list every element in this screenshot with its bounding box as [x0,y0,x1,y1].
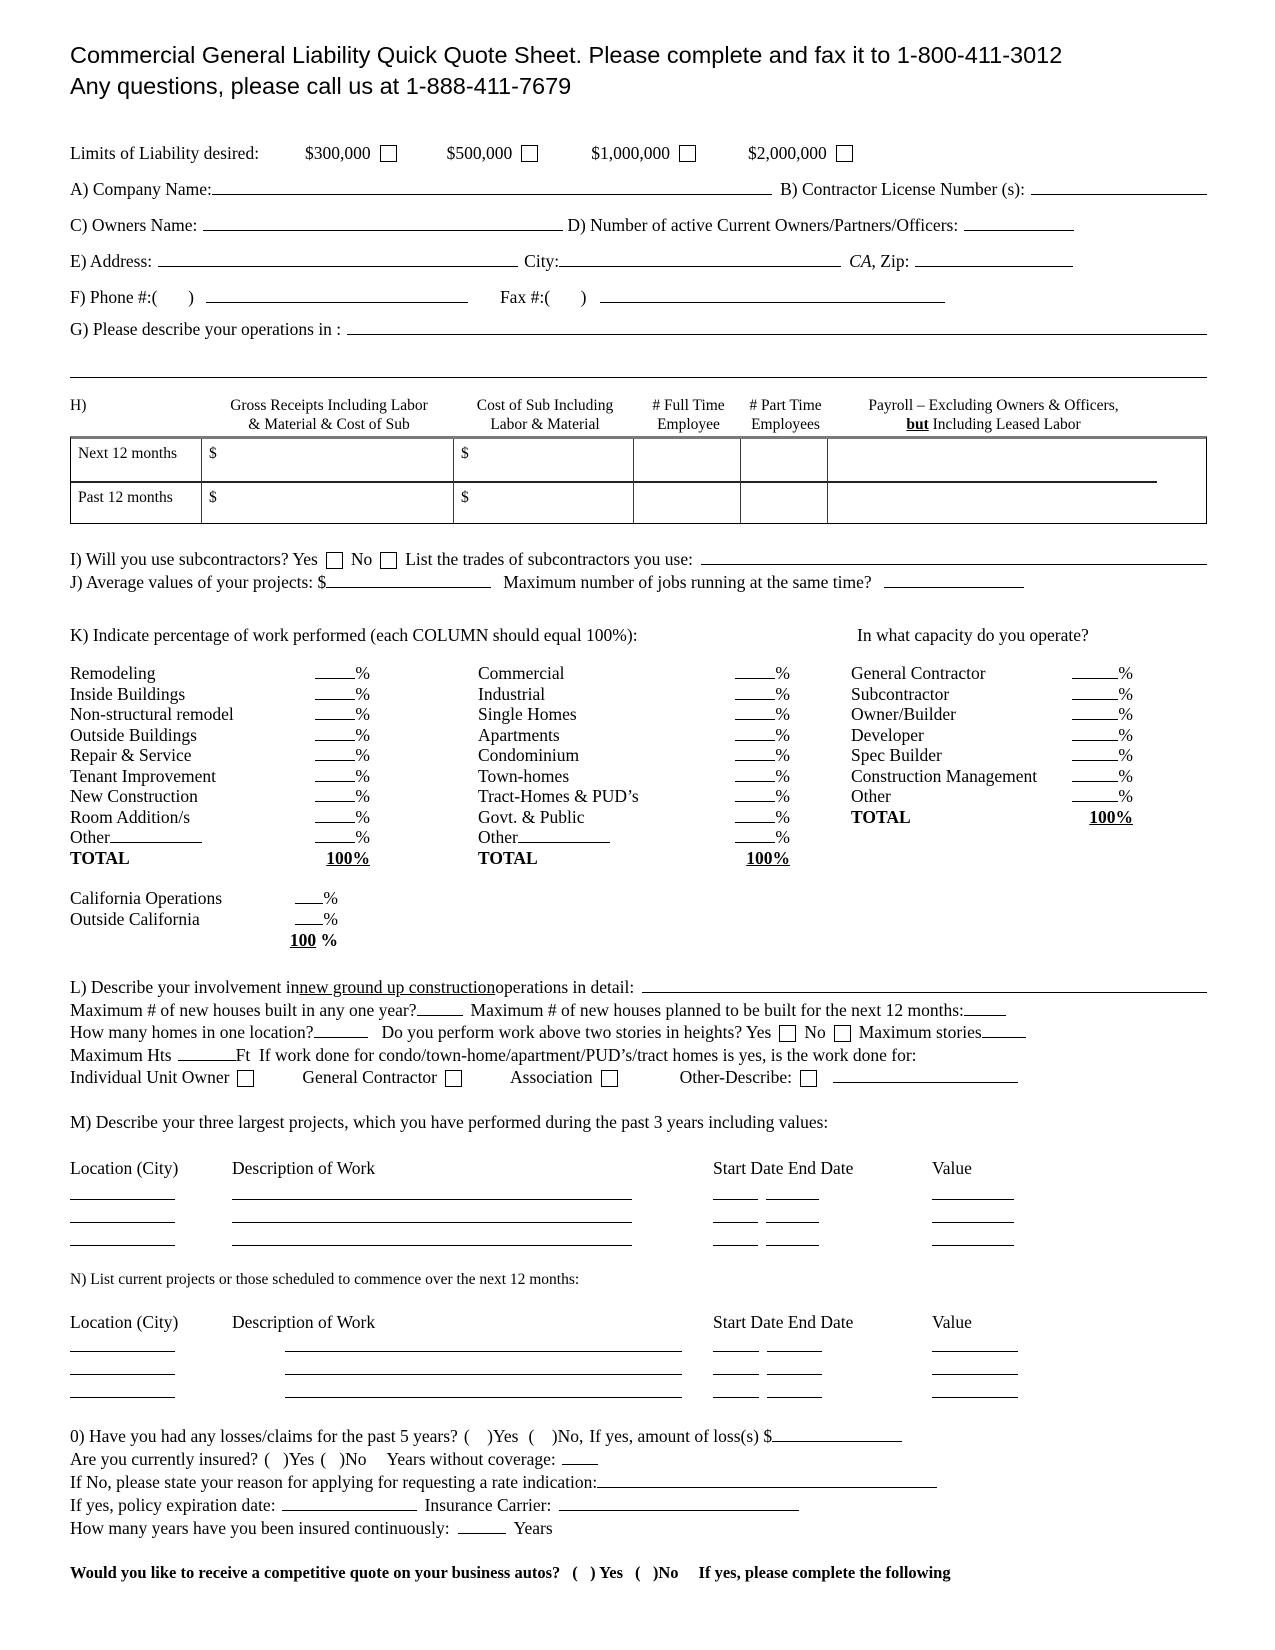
k2-item-label: Govt. & Public [478,806,585,827]
limit-500k-label: $500,000 [446,143,513,163]
subcontractor-trades-label: List the trades of subcontractors you use: [405,549,693,569]
n-value-field[interactable] [932,1338,1018,1352]
m-start-date-field[interactable] [713,1209,758,1223]
k-heading: K) Indicate percentage of work performed (each COLUMN should equal 100%): [70,625,638,645]
losses-yes-option[interactable]: ( )Yes [463,1425,519,1446]
k1-item-label: Tenant Improvement [70,765,217,786]
m-end-date-field[interactable] [766,1232,819,1246]
part-time-past12-cell[interactable] [741,483,828,523]
n-location-header: Location (City) [70,1311,179,1332]
n-end-date-field[interactable] [767,1384,822,1398]
auto-quote-row [70,1562,1207,1584]
single-homes-percent-field[interactable] [735,706,775,720]
m-value-header: Value [932,1157,972,1178]
apartments-percent-field[interactable] [735,727,775,741]
n-value-field[interactable] [932,1361,1018,1375]
col-payroll-header: Payroll – Excluding Owners & Officers, but Including Leased Labor [868,397,1119,433]
l-general-contractor-label: General Contractor [302,1067,438,1087]
k1-total-label: TOTAL [70,847,130,868]
policy-expiration-field[interactable] [282,1497,417,1511]
other-describe-checkbox[interactable] [800,1070,817,1087]
k1-other-label: Other [70,827,110,847]
auto-quote-question: Would you like to receive a competitive quote on your business autos? [70,1562,561,1582]
n-location-field[interactable] [70,1338,175,1352]
phone-label: F) Phone #:( ) [70,287,194,307]
k3-item-label: Construction Management [851,765,1038,786]
outside-california-label: Outside California [70,909,200,929]
o-coverage-label: Years without coverage: [386,1448,556,1469]
subcontractors-row [70,548,1207,571]
k3-total-value: 100% [1089,806,1133,827]
company-name-label: A) Company Name: [70,179,212,199]
insured-yes-option[interactable]: ( )Yes [264,1448,315,1469]
cost-of-sub-past12-cell[interactable]: $ [454,483,634,523]
zip-field[interactable] [915,253,1073,267]
inside-buildings-percent-field[interactable] [315,686,355,700]
k1-other-field[interactable] [110,829,202,843]
years-insured-field[interactable] [458,1520,506,1534]
title-line-2: Any questions, please call us at 1-888-411-7679 [70,73,572,99]
years-without-coverage-field[interactable] [562,1451,598,1465]
m-dates-header: Start Date End Date [713,1157,854,1178]
subcontractor-trades-field[interactable] [701,551,1207,565]
full-time-next12-cell[interactable] [634,439,741,483]
auto-quote-no-option[interactable]: ( )No [635,1562,679,1582]
l-max-houses-year-label: Maximum # of new houses built in any one year? [70,999,417,1020]
m-location-field[interactable] [70,1186,175,1200]
k-column-3: General Contractor % Subcontractor % Owner/Builder % Developer % Spec Builder % Construction Management % Other % TOTAL 100% [851,663,1133,827]
k2-item-label: Town-homes [478,765,570,786]
m-start-date-field[interactable] [713,1232,758,1246]
industrial-percent-field[interactable] [735,686,775,700]
operations-description-field[interactable] [347,321,1207,335]
n-heading: N) List current projects or those scheduled to commence over the next 12 months: [70,1270,580,1288]
capacity-heading: In what capacity do you operate? [857,625,1089,645]
k2-item-label: Commercial [478,663,565,683]
n-start-date-field[interactable] [713,1384,759,1398]
k2-item-label: Tract-Homes & PUD’s [478,786,639,806]
max-stories-field[interactable] [982,1024,1026,1038]
subcontractors-yes-checkbox[interactable] [326,552,343,569]
k3-item-label: Subcontractor [851,683,950,704]
auto-quote-instruction: If yes, please complete the following [698,1562,951,1582]
two-stories-yes-checkbox[interactable] [779,1025,796,1042]
k1-item-label: Room Addition/s [70,806,191,827]
room-addition-percent-field[interactable] [315,809,355,823]
l-two-stories-no-label: No [804,1022,826,1042]
page-title [70,40,1207,102]
california-operations-percent-field[interactable] [295,890,323,904]
contractor-license-field[interactable] [1031,181,1207,195]
fax-field[interactable] [600,289,945,303]
l-max-hts-label: Maximum Hts [70,1044,172,1065]
table-h-label: H) [70,397,87,414]
outside-buildings-percent-field[interactable] [315,727,355,741]
losses-no-option[interactable]: ( )No, [528,1425,584,1446]
n-dates-header: Start Date End Date [713,1311,854,1332]
n-location-field[interactable] [70,1361,175,1375]
k-column-1: Remodeling % Inside Buildings % Non-structural remodel % Outside Buildings % Repair & Service % Tenant Improvement % New Construction % Room Addition/s % Other % TOTAL 100% [70,663,370,868]
k3-total-label: TOTAL [851,806,911,827]
k2-other-field[interactable] [518,829,610,843]
k2-item-label: Apartments [478,724,560,745]
contractor-license-label: B) Contractor License Number (s): [780,179,1025,199]
max-height-field[interactable] [178,1047,236,1061]
m-description-field[interactable] [232,1186,632,1200]
operations-description-field-2[interactable] [70,364,1207,378]
general-contractor-percent-field[interactable] [1072,665,1118,679]
k2-other-percent-field[interactable] [735,829,775,843]
max-jobs-field[interactable] [884,574,1024,588]
m-value-field[interactable] [932,1209,1014,1223]
payroll-past12-cell[interactable] [828,483,1157,523]
l-individual-owner-label: Individual Unit Owner [70,1067,230,1087]
insurance-carrier-field[interactable] [559,1497,799,1511]
k2-item-label: Industrial [478,683,546,704]
o-years-suffix: Years [513,1517,553,1538]
tract-homes-percent-field[interactable] [735,788,775,802]
m-heading: M) Describe your three largest projects, which you have performed during the past 3 years including values: [70,1111,829,1132]
m-value-field[interactable] [932,1232,1014,1246]
other-describe-field[interactable] [833,1069,1018,1083]
non-structural-percent-field[interactable] [315,706,355,720]
l-condo-label: Ft If work done for condo/town-home/apartment/PUD’s/tract homes is yes, is the work done for: [235,1044,917,1065]
n-end-date-field[interactable] [767,1361,822,1375]
limits-row [70,142,1207,164]
k1-item-label: Remodeling [70,663,156,683]
col-part-time-header: # Part Time Employees [749,397,822,433]
l-max-stories-label: Maximum stories [858,1022,982,1042]
max-jobs-label: Maximum number of jobs running at the same time? [503,572,872,592]
city-label: City: [524,251,560,271]
m-description-field[interactable] [232,1232,632,1246]
general-contractor-checkbox[interactable] [445,1070,462,1087]
n-description-field[interactable] [285,1361,682,1375]
limit-500k-checkbox[interactable] [521,145,538,162]
owners-row [70,214,1207,236]
phone-field[interactable] [206,289,468,303]
state-label: CA [849,251,872,271]
full-time-past12-cell[interactable] [634,483,741,523]
o-expiration-label: If yes, policy expiration date: [70,1494,276,1515]
k1-item-label: Repair & Service [70,745,192,765]
section-l [70,976,1207,1089]
k-column-2: Commercial % Industrial % Single Homes % Apartments % Condominium % Town-homes % Tract-Homes & PUD’s % Govt. & Public % Other % TOTAL 100% [478,663,790,868]
m-start-date-field[interactable] [713,1186,758,1200]
n-description-field[interactable] [285,1384,682,1398]
new-construction-percent-field[interactable] [315,788,355,802]
k2-other-label: Other [478,827,518,847]
california-operations-block: California Operations % Outside California % 100 % [70,888,338,950]
k1-total-value: 100% [326,847,370,868]
row-next12-label: Next 12 months [71,439,202,483]
homes-one-location-field[interactable] [314,1024,368,1038]
n-location-field[interactable] [70,1384,175,1398]
govt-public-percent-field[interactable] [735,809,775,823]
o-loss-amount-label: If yes, amount of loss(s) $ [589,1425,773,1446]
m-location-header: Location (City) [70,1157,179,1178]
n-description-header: Description of Work [232,1311,376,1332]
l-max-houses-next12-label: Maximum # of new houses planned to be built for the next 12 months: [470,999,964,1020]
rate-indication-reason-field[interactable] [597,1474,937,1488]
n-value-header: Value [932,1311,972,1332]
address-field[interactable] [158,253,518,267]
city-field[interactable] [559,253,841,267]
k1-item-label: Non-structural remodel [70,704,234,724]
operations-row-2 [70,364,1207,378]
limits-label: Limits of Liability desired: [70,143,260,163]
m-location-field[interactable] [70,1209,175,1223]
owners-name-field[interactable] [203,217,563,231]
k2-item-label: Single Homes [478,704,577,724]
ground-up-detail-field[interactable] [642,979,1207,993]
tenant-improvement-percent-field[interactable] [315,768,355,782]
subcontractors-question: I) Will you use subcontractors? Yes [70,549,318,569]
spec-builder-percent-field[interactable] [1072,747,1118,761]
average-values-label: J) Average values of your projects: $ [70,572,327,592]
k1-other-percent-field[interactable] [315,829,355,843]
k3-item-label: Other [851,786,891,806]
n-description-field[interactable] [285,1338,682,1352]
limit-300k-label: $300,000 [305,143,371,163]
o-insured-question: Are you currently insured? [70,1448,259,1469]
m-location-field[interactable] [70,1232,175,1246]
company-row [70,178,1207,200]
l-homes-location-label: How many homes in one location? [70,1022,314,1042]
subcontractor-percent-field[interactable] [1072,686,1118,700]
gross-receipts-next12-cell[interactable]: $ [202,439,454,483]
active-owners-label: D) Number of active Current Owners/Partners/Officers: [567,215,959,235]
subcontractors-no-label: No [350,549,373,569]
n-start-date-field[interactable] [713,1361,759,1375]
limit-2m-checkbox[interactable] [836,145,853,162]
k1-item-label: Outside Buildings [70,724,197,745]
o-losses-question: 0) Have you had any losses/claims for the past 5 years? [70,1425,458,1446]
k3-item-label: Spec Builder [851,745,942,765]
k1-item-label: New Construction [70,786,198,806]
loss-amount-field[interactable] [772,1428,902,1442]
association-checkbox[interactable] [601,1070,618,1087]
fax-label: Fax #:( ) [499,287,587,307]
limit-1m-label: $1,000,000 [591,143,670,163]
average-project-value-field[interactable] [326,574,491,588]
cost-of-sub-next12-cell[interactable]: $ [454,439,634,483]
max-houses-year-field[interactable] [417,1002,463,1016]
company-name-field[interactable] [212,181,772,195]
k1-item-label: Inside Buildings [70,683,186,704]
limit-300k-checkbox[interactable] [380,145,397,162]
individual-unit-owner-checkbox[interactable] [237,1070,254,1087]
k3-item-label: Developer [851,724,924,745]
payroll-but-emphasis: but [906,416,929,433]
operations-label: G) Please describe your operations in : [70,319,342,339]
town-homes-percent-field[interactable] [735,768,775,782]
zip-label: , Zip: [871,251,910,271]
l-association-label: Association [510,1067,593,1087]
construction-mgmt-percent-field[interactable] [1072,768,1118,782]
subcontractors-no-checkbox[interactable] [380,552,397,569]
address-label: E) Address: [70,251,153,271]
k3-item-label: Owner/Builder [851,704,956,724]
k-heading-row [70,624,1207,646]
n-value-field[interactable] [932,1384,1018,1398]
outside-california-percent-field[interactable] [295,911,323,925]
m-value-field[interactable] [932,1186,1014,1200]
m-end-date-field[interactable] [766,1209,819,1223]
row-past12-label: Past 12 months [71,483,202,523]
california-total-value: 100 [289,930,317,950]
largest-projects-table [70,1157,1207,1255]
n-start-date-field[interactable] [713,1338,759,1352]
m-end-date-field[interactable] [766,1186,819,1200]
current-projects-table [70,1311,1207,1407]
col-cost-of-sub-header: Cost of Sub Including Labor & Material [476,397,614,433]
k2-total-value: 100% [746,847,790,868]
auto-quote-yes-option[interactable]: ( ) Yes [572,1562,624,1582]
section-o [70,1425,1207,1540]
max-houses-next12-field[interactable] [964,1002,1006,1016]
commercial-percent-field[interactable] [735,665,775,679]
repair-service-percent-field[interactable] [315,747,355,761]
california-operations-label: California Operations [70,888,223,908]
limit-2m-label: $2,000,000 [748,143,827,163]
gross-receipts-past12-cell[interactable]: $ [202,483,454,523]
k3-other-percent-field[interactable] [1072,788,1118,802]
l-ground-up-emphasis: new ground up construction [299,977,496,997]
limit-1m-checkbox[interactable] [679,145,696,162]
phone-row [70,286,1207,308]
o-years-insured-label: How many years have you been insured continuously: [70,1517,450,1538]
k3-item-label: General Contractor [851,663,986,683]
o-rate-indication-label: If No, please state your reason for applying for requesting a rate indication: [70,1471,598,1492]
two-stories-no-checkbox[interactable] [834,1025,851,1042]
insured-no-option[interactable]: ( )No [320,1448,367,1469]
l-two-stories-label: Do you perform work above two stories in heights? Yes [381,1022,772,1042]
title-line-1: Commercial General Liability Quick Quote Sheet. Please complete and fax it to 1-800-411-3012 [70,42,1063,68]
l-line1-pre: L) Describe your involvement in [70,977,300,997]
owner-builder-percent-field[interactable] [1072,706,1118,720]
address-row [70,250,1207,272]
m-description-field[interactable] [232,1209,632,1223]
active-owners-count-field[interactable] [964,217,1074,231]
payroll-next12-cell[interactable] [828,439,1157,483]
o-carrier-label: Insurance Carrier: [424,1494,552,1515]
owners-name-label: C) Owners Name: [70,215,198,235]
table-h [70,436,1207,524]
k2-item-label: Condominium [478,745,580,765]
operations-row [70,318,1207,340]
col-full-time-header: # Full Time Employee [652,397,725,433]
project-values-row [70,571,1207,594]
l-line1-post: operations in detail: [495,977,635,997]
col-gross-receipts-header: Gross Receipts Including Labor & Material & Cost of Sub [230,397,428,433]
table-h-header [70,396,1207,434]
condominium-percent-field[interactable] [735,747,775,761]
developer-percent-field[interactable] [1072,727,1118,741]
k2-total-label: TOTAL [478,847,538,868]
part-time-next12-cell[interactable] [741,439,828,483]
n-end-date-field[interactable] [767,1338,822,1352]
m-description-header: Description of Work [232,1157,376,1178]
remodeling-percent-field[interactable] [315,665,355,679]
k-columns [70,662,1207,867]
l-other-describe-label: Other-Describe: [679,1067,793,1087]
